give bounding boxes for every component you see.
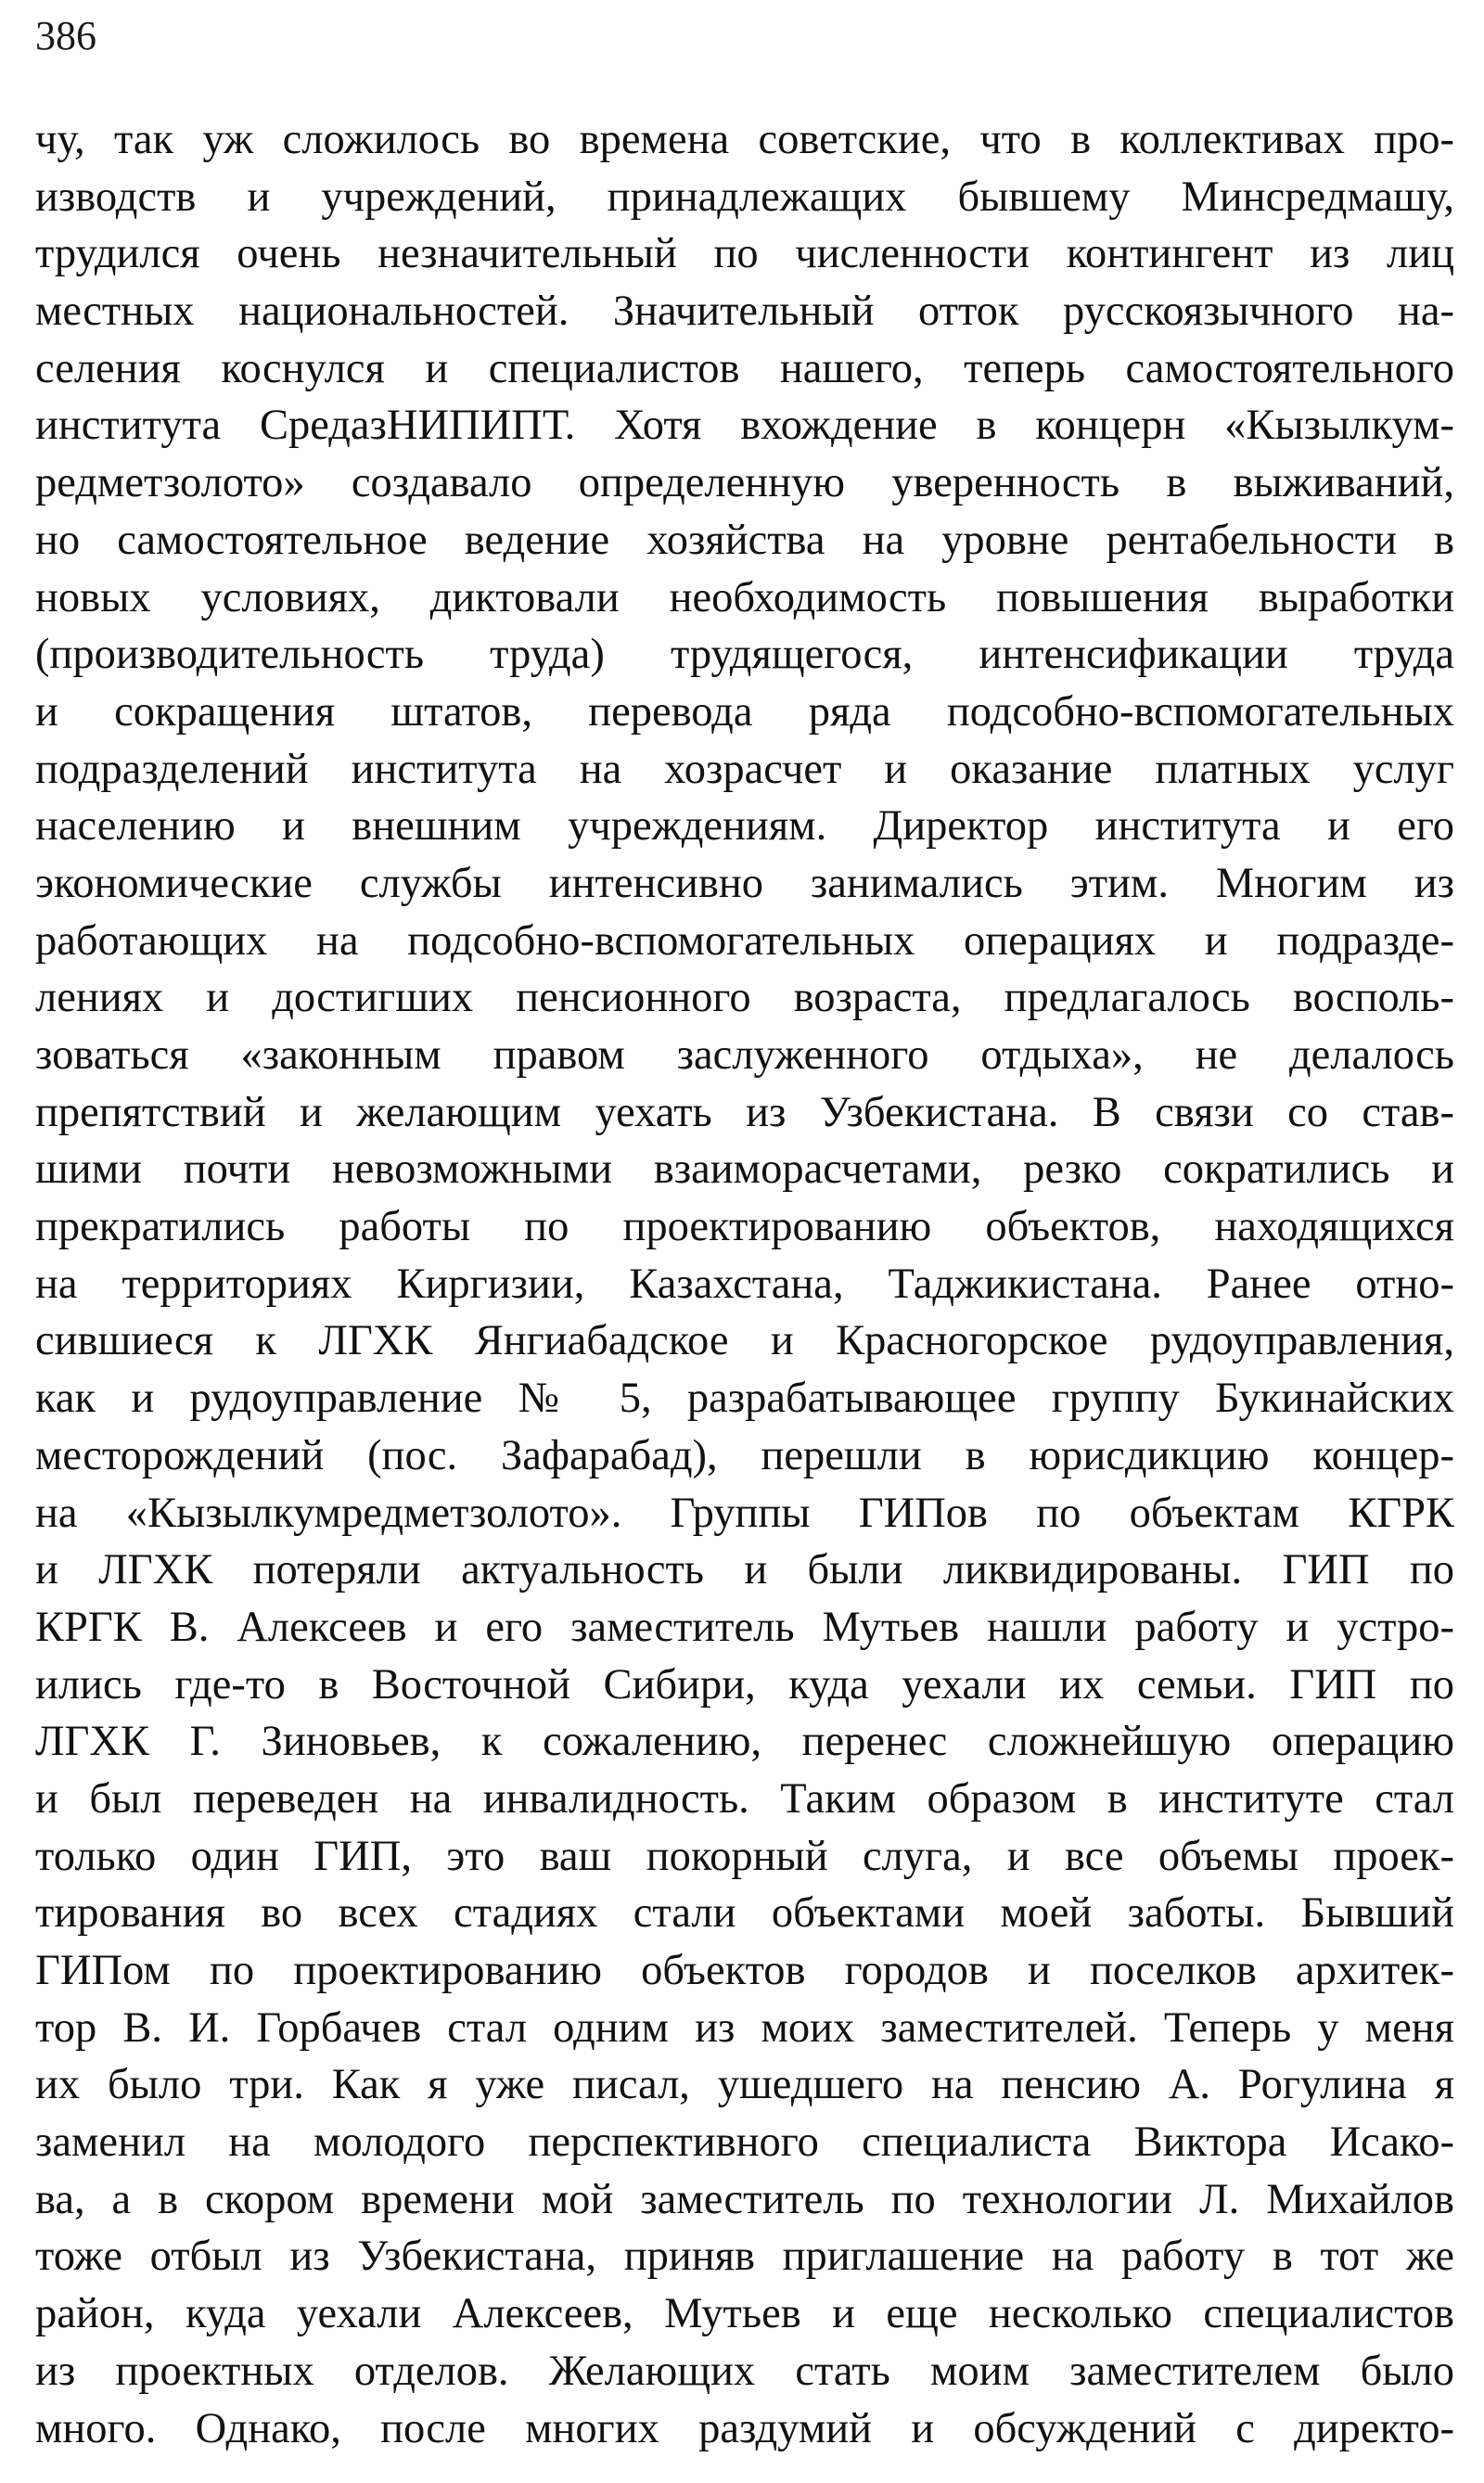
text-line: селения коснулся и специалистов нашего, теперь самостоятельного: [35, 344, 1454, 392]
text-line: лениях и достигших пенсионного возраста, предлагалось восполь-: [35, 974, 1454, 1022]
text-line: на территориях Киргизии, Казахстана, Таджикистана. Ранее отно-: [35, 1260, 1454, 1308]
text-line: много. Однако, после многих раздумий и обсуждений с директо-: [35, 2404, 1454, 2452]
text-line: препятствий и желающим уехать из Узбекистана. В связи со став-: [35, 1088, 1454, 1136]
text-line: из проектных отделов. Желающих стать моим заместителем было: [35, 2347, 1454, 2395]
text-line: института СредазНИПИПТ. Хотя вхождение в концерн «Кызылкум-: [35, 402, 1454, 450]
text-line: ГИПом по проектированию объектов городов и поселков архитек-: [35, 1947, 1454, 1994]
text-line: изводств и учреждений, принадлежащих бывшему Минсредмашу,: [35, 173, 1454, 221]
text-line: район, куда уехали Алексеев, Мутьев и еще несколько специалистов: [35, 2290, 1454, 2338]
text-line: и ЛГХК потеряли актуальность и были ликвидированы. ГИП по: [35, 1546, 1454, 1594]
text-line: сившиеся к ЛГХК Янгиабадское и Красногорское рудоуправления,: [35, 1317, 1454, 1365]
body-text: [35, 111, 1454, 2457]
text-line: местных национальностей. Значительный отток русскоязычного на-: [35, 288, 1454, 336]
text-line: шими почти невозможными взаиморасчетами, резко сократились и: [35, 1146, 1454, 1194]
text-line: ва, а в скором времени мой заместитель по технологии Л. Михайлов: [35, 2175, 1454, 2223]
text-line: ились где-то в Восточной Сибири, куда уехали их семьи. ГИП по: [35, 1660, 1454, 1709]
text-line: их было три. Как я уже писал, ушедшего на пенсию А. Рогулина я: [35, 2061, 1454, 2109]
page-number: 386: [35, 13, 96, 58]
text-line: как и рудоуправление № 5, разрабатывающее группу Букинайских: [35, 1375, 1454, 1423]
text-line: ЛГХК Г. Зиновьев, к сожалению, перенес сложнейшую операцию: [35, 1718, 1454, 1766]
text-line: КРГК В. Алексеев и его заместитель Мутьев нашли работу и устро-: [35, 1603, 1454, 1651]
text-line: тоже отбыл из Узбекистана, приняв приглашение на работу в тот же: [35, 2233, 1454, 2281]
text-line: и был переведен на инвалидность. Таким образом в институте стал: [35, 1774, 1454, 1823]
text-line: экономические службы интенсивно занимались этим. Многим из: [35, 859, 1454, 907]
text-line: месторождений (пос. Зафарабад), перешли в юрисдикцию концер-: [35, 1431, 1454, 1479]
text-line: новых условиях, диктовали необходимость повышения выработки: [35, 573, 1454, 621]
text-line: зоваться «законным правом заслуженного отдыха», не делалось: [35, 1031, 1454, 1079]
text-line: трудился очень незначительный по численности контингент из лиц: [35, 230, 1454, 278]
text-line: редметзолото» создавало определенную уверенность в выживаний,: [35, 459, 1454, 507]
text-line: (производительность труда) трудящегося, интенсификации труда: [35, 631, 1454, 679]
text-line: и сокращения штатов, перевода ряда подсобно-вспомогательных: [35, 687, 1454, 736]
text-line: тирования во всех стадиях стали объектами моей заботы. Бывший: [35, 1889, 1454, 1938]
text-line: прекратились работы по проектированию объектов, находящихся: [35, 1203, 1454, 1251]
text-line: работающих на подсобно-вспомогательных операциях и подразде-: [35, 916, 1454, 965]
text-line: но самостоятельное ведение хозяйства на уровне рентабельности в: [35, 516, 1454, 564]
text-line: на «Кызылкумредметзолото». Группы ГИПов по объектам КГРК: [35, 1489, 1454, 1537]
text-line: тор В. И. Горбачев стал одним из моих заместителей. Теперь у меня: [35, 2003, 1454, 2052]
text-line: только один ГИП, это ваш покорный слуга, и все объемы проек-: [35, 1832, 1454, 1880]
text-line: подразделений института на хозрасчет и оказание платных услуг: [35, 745, 1454, 793]
text-line: населению и внешним учреждениям. Директор института и его: [35, 802, 1454, 851]
text-line: заменил на молодого перспективного специалиста Виктора Исако-: [35, 2118, 1454, 2167]
text-line: чу, так уж сложилось во времена советские, что в коллективах про-: [35, 116, 1454, 163]
